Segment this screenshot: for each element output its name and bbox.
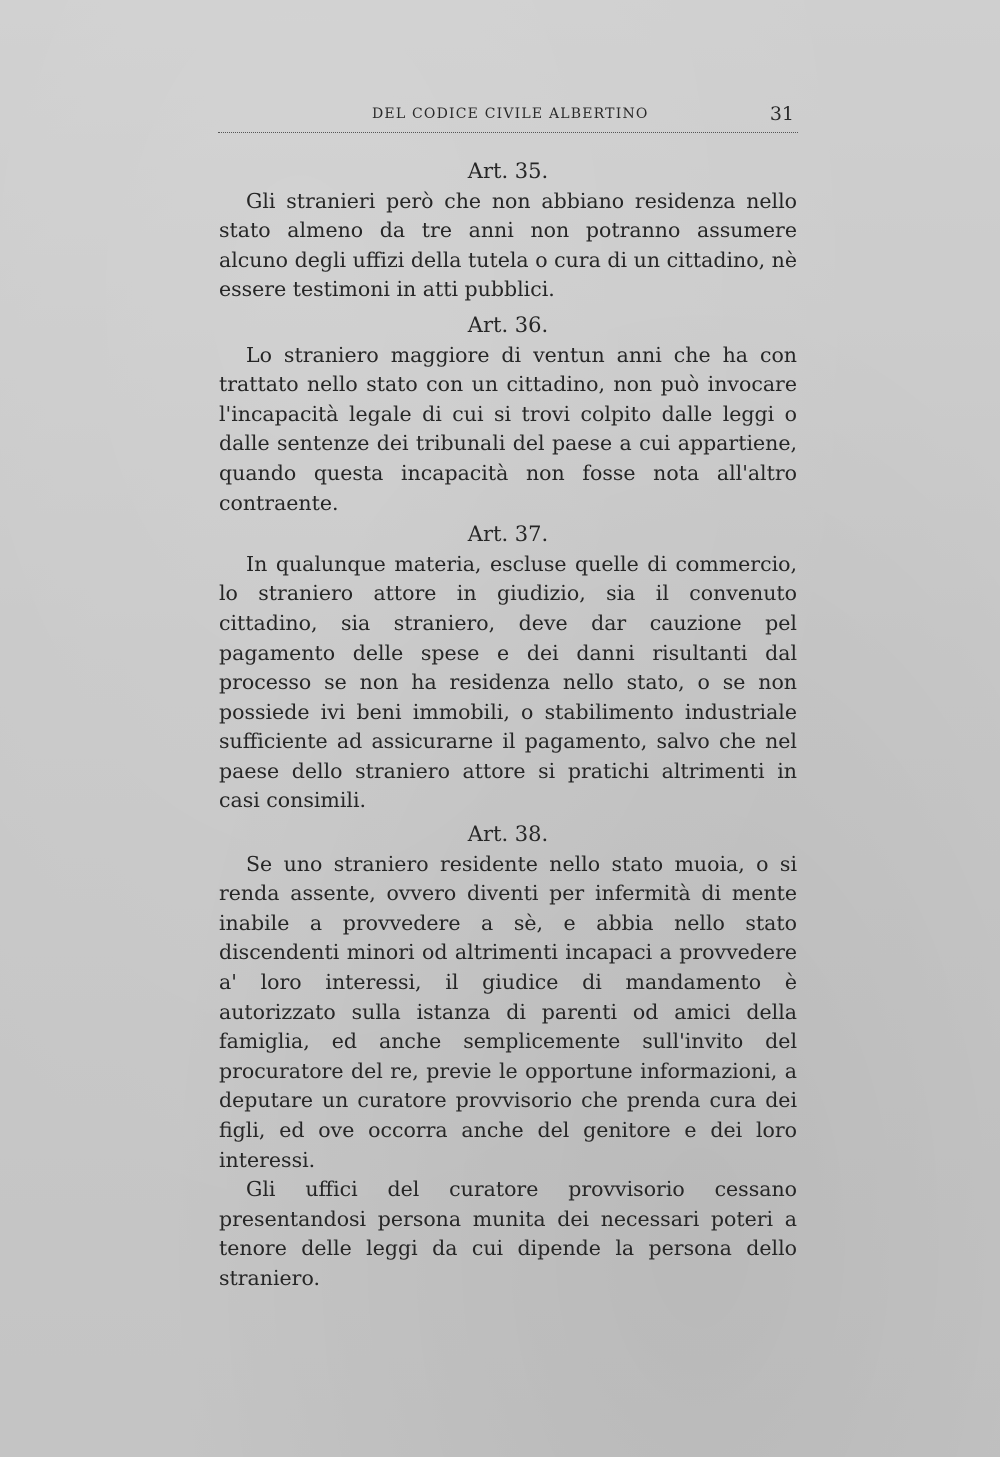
header-divider	[218, 132, 798, 133]
article-35	[219, 157, 797, 305]
running-title: DEL CODICE CIVILE ALBERTINO	[372, 106, 649, 122]
article-paragraph: In qualunque materia, escluse quelle di commercio, lo straniero attore in giudizio, sia il convenuto cittadino, sia straniero, deve dar cauzione pel pagamento delle spese e dei danni risultanti dal processo se non ha residenza nello stato, o se non possiede ivi beni immobili, o stabilimento industriale sufficiente ad assicurarne il pagamento, salvo che nel paese dello straniero attore si pratichi altrimenti in casi consimili.	[219, 551, 797, 813]
article-37	[219, 520, 797, 816]
article-paragraph: Lo straniero maggiore di ventun anni che ha con trattato nello stato con un cittadino, non può invocare l'incapacità legale di cui si trovi colpito dalle leggi o dalle sentenze dei tribunali del paese a cui appartiene, quando questa incapacità non fosse nota all'altro contraente.	[219, 342, 797, 515]
article-heading: Art. 37.	[467, 522, 549, 547]
body-text	[219, 157, 797, 1294]
article-heading: Art. 35.	[467, 159, 549, 183]
page-number: 31	[769, 103, 794, 125]
article-paragraph: Gli uffici del curatore provvisorio cessano presentandosi persona munita dei necessari poteri a tenore delle leggi da cui dipende la persona dello straniero.	[219, 1177, 797, 1290]
article-36	[219, 311, 797, 518]
article-heading: Art. 38.	[467, 822, 549, 847]
article-paragraph: Gli stranieri però che non abbiano residenza nello stato almeno da tre anni non potranno assumere alcuno degli uffizi della tutela o cura di un cittadino, nè essere testimoni in atti pubblici.	[219, 188, 797, 302]
article-38	[219, 820, 797, 1294]
article-paragraph: Se uno straniero residente nello stato muoia, o si renda assente, ovvero diventi per infermità di mente inabile a provvedere a sè, e abbia nello stato discendenti minori od altrimenti incapaci a provvedere a' loro interessi, il giudice di mandamento è autorizzato sulla istanza di parenti od amici della famiglia, ed anche semplicemente sull'invito del procuratore del re, previe le opportune informazioni, a deputare un curatore provvisorio che prenda cura dei figli, ed ove occorra anche del genitore e dei loro interessi.	[219, 851, 797, 1172]
article-heading: Art. 36.	[467, 312, 549, 337]
running-header	[218, 103, 798, 132]
